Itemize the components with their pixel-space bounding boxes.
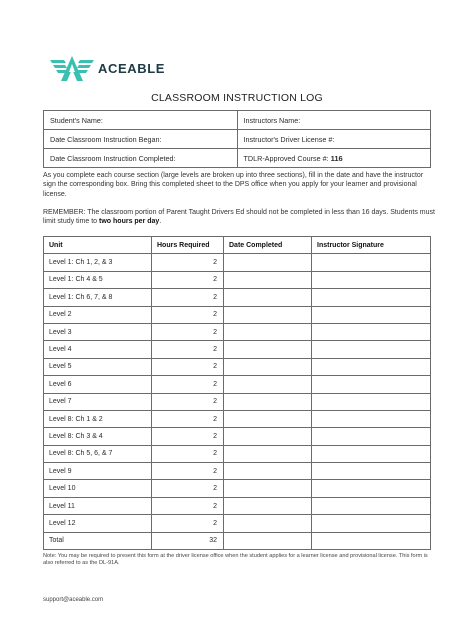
aceable-emblem-icon (50, 54, 94, 82)
course-number-value: 116 (330, 153, 343, 163)
instructions-paragraph: As you complete each course section (large levels are broken up into three sections), fill in the date and have the instructor sign the corresponding box. Bring this completed sheet to the DPS office when you apply for your learner and provisional license. (43, 172, 424, 198)
instructor-signature-cell[interactable] (312, 393, 431, 410)
unit-cell: Level 8: Ch 3 & 4 (44, 428, 152, 445)
instructor-signature-cell[interactable] (312, 410, 431, 427)
table-row (44, 376, 431, 393)
date-completed-cell[interactable] (224, 393, 312, 410)
table-row (44, 515, 431, 532)
unit-cell: Level 2 (44, 306, 152, 323)
hours-cell: 2 (152, 463, 224, 480)
instructor-signature-cell[interactable] (312, 463, 431, 480)
course-number-label: TDLR-Approved Course #: (243, 153, 329, 163)
date-completed-cell[interactable] (224, 515, 312, 532)
table-row (44, 532, 431, 549)
hours-cell: 2 (152, 428, 224, 445)
unit-cell: Level 9 (44, 463, 152, 480)
table-row (44, 254, 431, 271)
column-header-signature: Instructor Signature (312, 237, 431, 254)
table-row (44, 393, 431, 410)
unit-cell: Level 12 (44, 515, 152, 532)
log-body (44, 254, 431, 550)
unit-cell: Level 3 (44, 323, 152, 340)
table-row (44, 130, 431, 149)
hours-cell: 2 (152, 376, 224, 393)
hours-cell: 2 (152, 306, 224, 323)
instructor-signature-cell[interactable] (312, 445, 431, 462)
table-row (44, 497, 431, 514)
instructor-signature-cell[interactable] (312, 497, 431, 514)
date-completed-cell[interactable] (224, 497, 312, 514)
date-completed-cell[interactable] (224, 463, 312, 480)
hours-cell: 2 (152, 358, 224, 375)
unit-cell: Level 11 (44, 497, 152, 514)
table-row (44, 480, 431, 497)
table-row (44, 341, 431, 358)
table-row (44, 358, 431, 375)
date-began-field[interactable]: Date Classroom Instruction Began: (44, 130, 238, 149)
form-note: Note: You may be required to present this form at the driver license office when the student applies for a learner license and provisional license. This form is also referred to as the DL-91A. (43, 553, 428, 567)
date-completed-cell[interactable] (224, 410, 312, 427)
hours-cell: 2 (152, 480, 224, 497)
reminder-emphasis: two hours per day (99, 218, 160, 226)
unit-cell: Level 4 (44, 341, 152, 358)
hours-cell: 2 (152, 515, 224, 532)
instructor-signature-cell[interactable] (312, 376, 431, 393)
unit-cell: Level 5 (44, 358, 152, 375)
hours-cell: 2 (152, 393, 224, 410)
table-row (44, 111, 431, 130)
unit-cell: Level 1: Ch 4 & 5 (44, 271, 152, 288)
column-header-hours: Hours Required (152, 237, 224, 254)
instructor-signature-cell[interactable] (312, 271, 431, 288)
table-row (44, 289, 431, 306)
instructor-signature-cell[interactable] (312, 515, 431, 532)
instructor-signature-cell[interactable] (312, 323, 431, 340)
reminder-paragraph (43, 208, 435, 227)
table-row (44, 428, 431, 445)
instruction-log-table (43, 236, 431, 550)
instructor-signature-cell[interactable] (312, 306, 431, 323)
table-header-row (44, 237, 431, 254)
logo-wordmark: ACEABLE (98, 60, 166, 76)
table-row (44, 463, 431, 480)
unit-cell: Level 1: Ch 1, 2, & 3 (44, 254, 152, 271)
unit-cell: Level 6 (44, 376, 152, 393)
page-title: CLASSROOM INSTRUCTION LOG (151, 92, 323, 104)
hours-cell: 32 (152, 532, 224, 549)
unit-cell: Level 8: Ch 1 & 2 (44, 410, 152, 427)
date-completed-cell[interactable] (224, 271, 312, 288)
hours-cell: 2 (152, 323, 224, 340)
instructor-name-field[interactable]: Instructors Name: (237, 111, 431, 130)
column-header-date: Date Completed (224, 237, 312, 254)
instructor-signature-cell[interactable] (312, 254, 431, 271)
instructor-signature-cell[interactable] (312, 358, 431, 375)
unit-cell: Level 10 (44, 480, 152, 497)
date-completed-cell[interactable] (224, 480, 312, 497)
hours-cell: 2 (152, 254, 224, 271)
student-info-table (43, 110, 431, 168)
hours-cell: 2 (152, 289, 224, 306)
table-row (44, 323, 431, 340)
column-header-unit: Unit (44, 237, 152, 254)
instructor-signature-cell[interactable] (312, 341, 431, 358)
date-completed-cell[interactable] (224, 254, 312, 271)
unit-cell: Total (44, 532, 152, 549)
unit-cell: Level 8: Ch 5, 6, & 7 (44, 445, 152, 462)
date-completed-cell[interactable] (224, 376, 312, 393)
reminder-end: . (159, 218, 162, 226)
hours-cell: 2 (152, 341, 224, 358)
date-completed-cell[interactable] (224, 358, 312, 375)
instructor-signature-cell[interactable] (312, 289, 431, 306)
hours-cell: 2 (152, 497, 224, 514)
instructor-license-field[interactable]: Instructor's Driver License #: (237, 130, 431, 149)
instructor-signature-cell[interactable] (312, 532, 431, 549)
date-completed-cell[interactable] (224, 323, 312, 340)
unit-cell: Level 7 (44, 393, 152, 410)
unit-cell: Level 1: Ch 6, 7, & 8 (44, 289, 152, 306)
table-row (44, 306, 431, 323)
hours-cell: 2 (152, 410, 224, 427)
date-completed-cell[interactable] (224, 289, 312, 306)
course-number-field[interactable] (237, 149, 431, 168)
date-completed-cell[interactable] (224, 306, 312, 323)
reminder-text: REMEMBER: The classroom portion of Parent Taught Drivers Ed should not be completed in less than 16 days. Students must limit study time to (43, 209, 435, 226)
student-name-field[interactable]: Student's Name: (44, 111, 238, 130)
date-completed-cell[interactable] (224, 532, 312, 549)
table-row (44, 445, 431, 462)
date-completed-cell[interactable] (224, 445, 312, 462)
date-completed-cell[interactable] (224, 341, 312, 358)
date-completed-field[interactable]: Date Classroom Instruction Completed: (44, 149, 238, 168)
hours-cell: 2 (152, 445, 224, 462)
aceable-logo (50, 52, 165, 84)
instructor-signature-cell[interactable] (312, 428, 431, 445)
support-email[interactable]: support@aceable.com (43, 597, 104, 603)
table-row (44, 410, 431, 427)
table-row (44, 149, 431, 168)
instructor-signature-cell[interactable] (312, 480, 431, 497)
table-row (44, 271, 431, 288)
hours-cell: 2 (152, 271, 224, 288)
date-completed-cell[interactable] (224, 428, 312, 445)
